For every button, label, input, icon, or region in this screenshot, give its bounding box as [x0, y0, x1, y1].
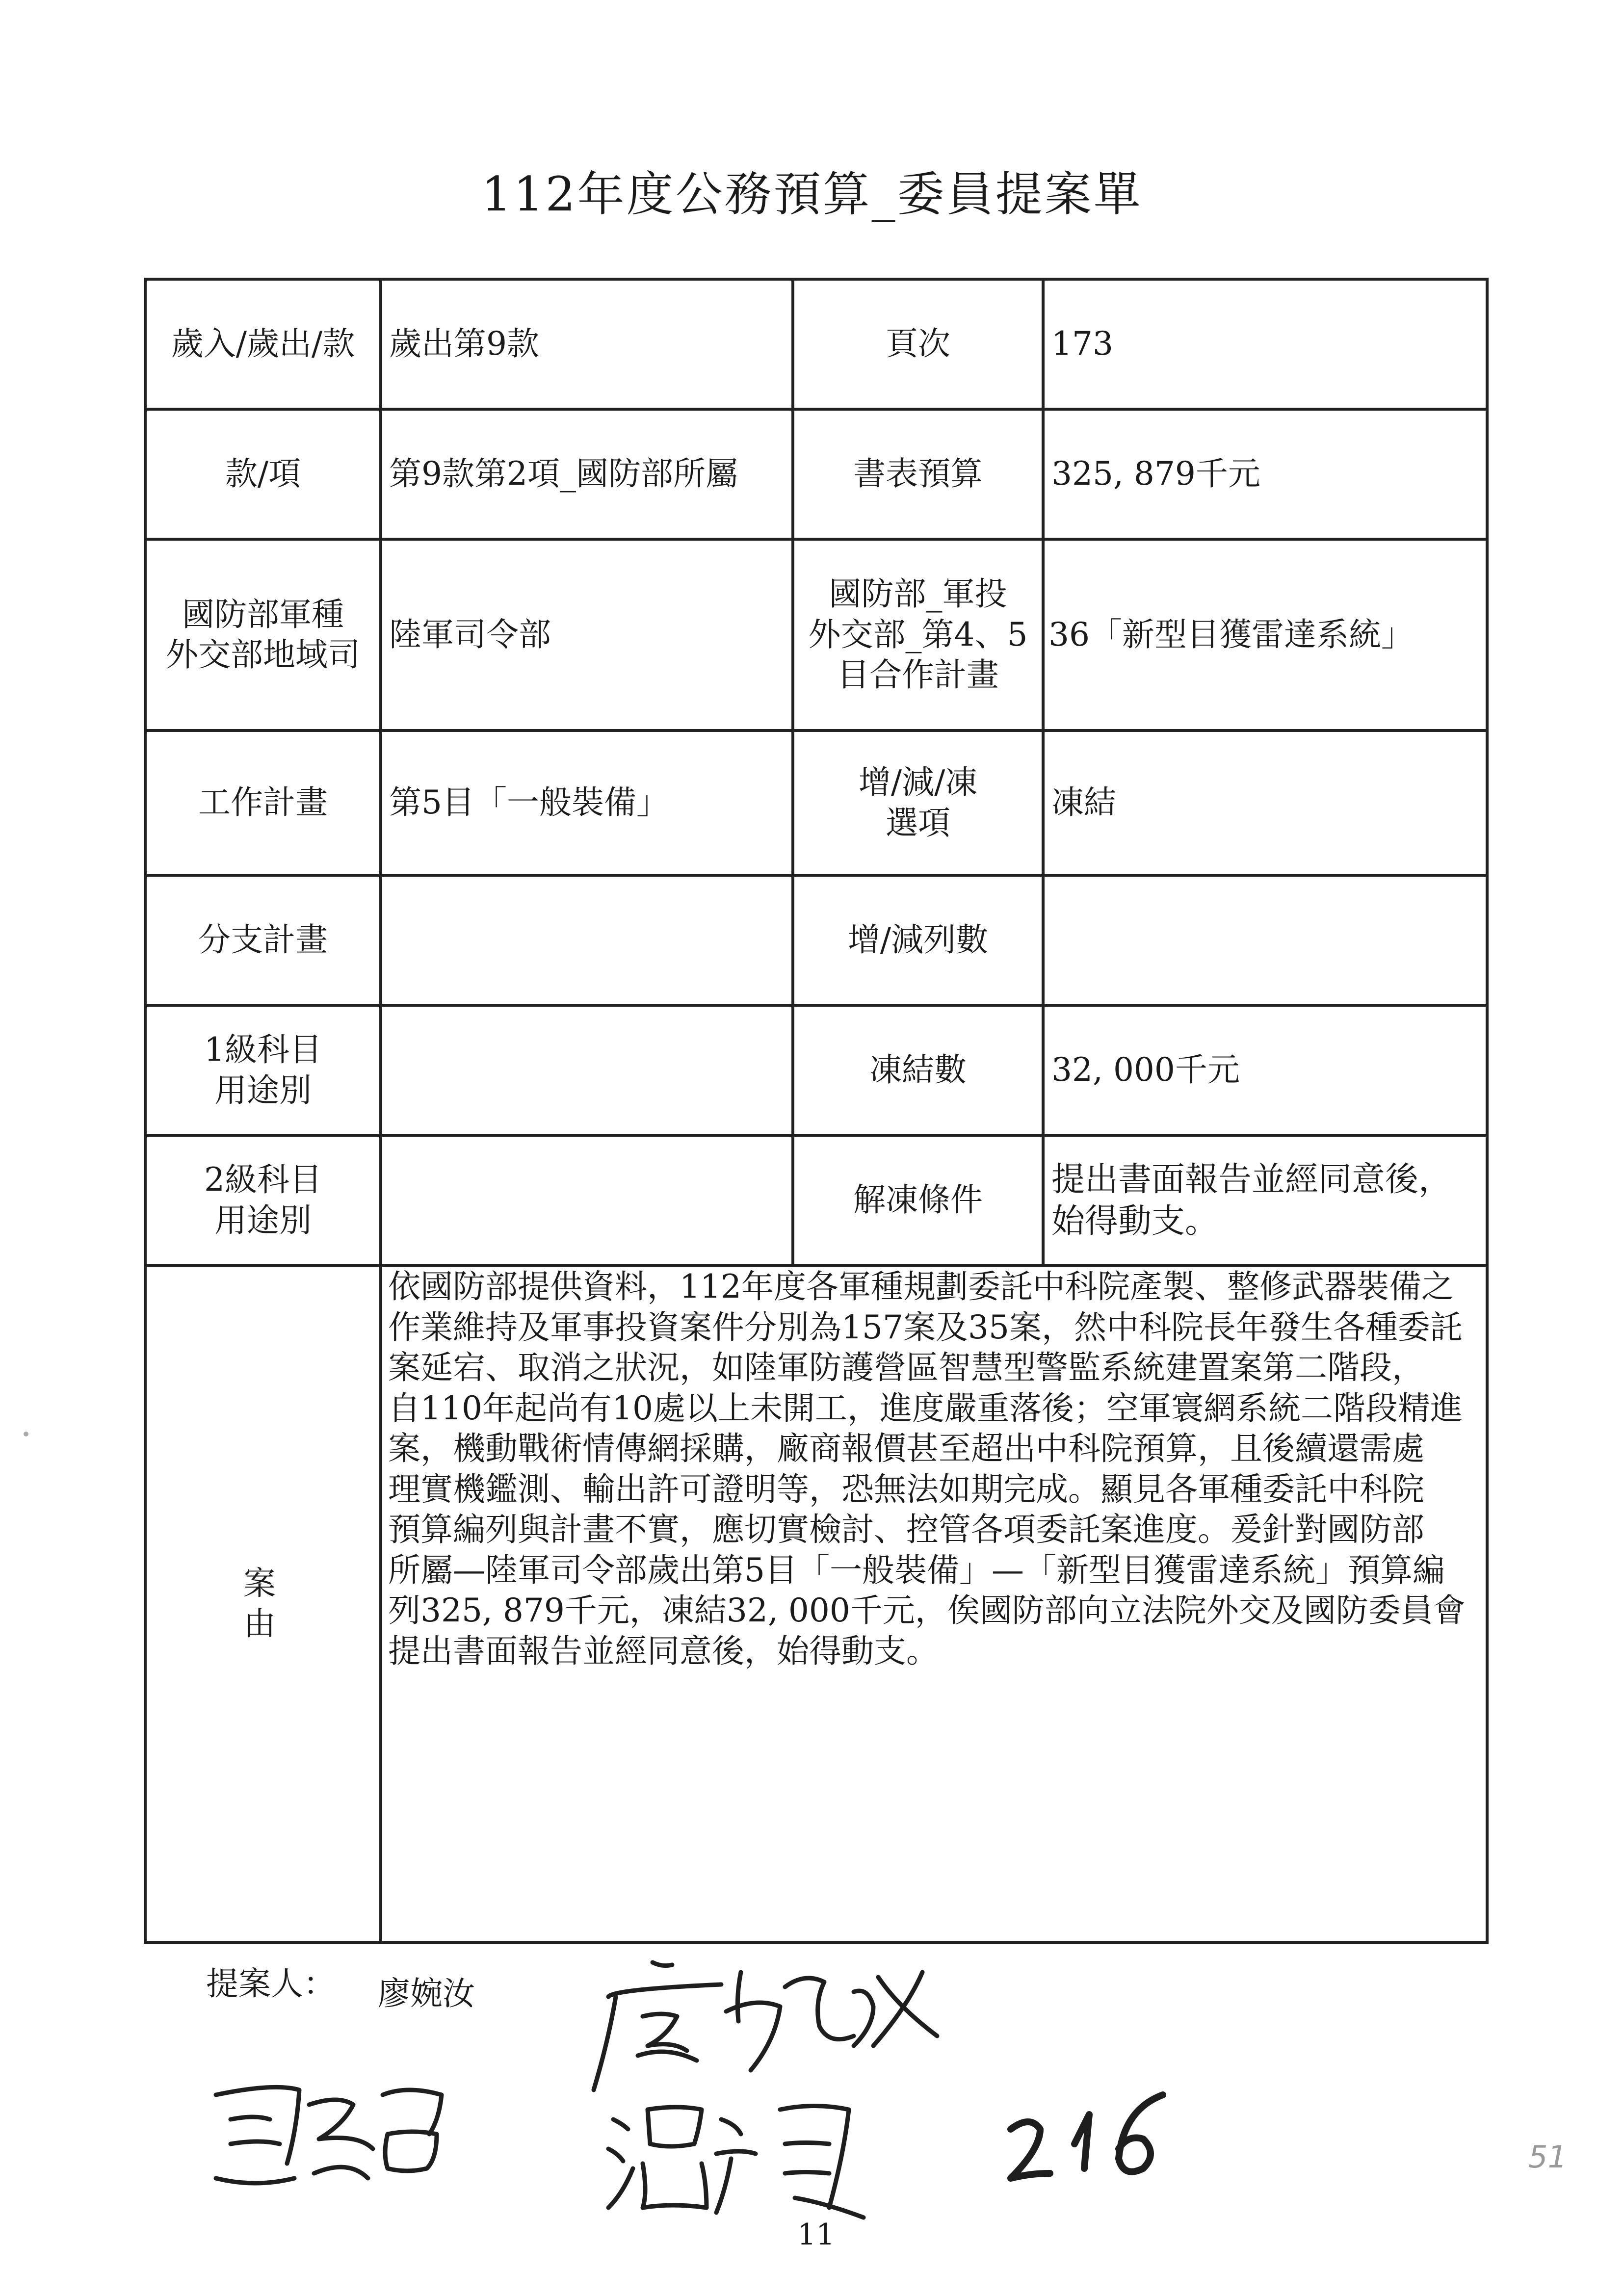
form-row-section-item [145, 409, 1487, 539]
value-statement-budget: 325, 879千元 [1043, 409, 1487, 539]
value-adjustment-amount [1043, 875, 1487, 1005]
label-section-item: 款/項 [145, 409, 381, 539]
label-work-plan: 工作計畫 [145, 731, 381, 875]
reason-line: 作業維持及軍事投資案件分別為157案及35案，然中科院長年發生各種委託 [388, 1308, 1463, 1346]
proposer-name: 廖婉汝 [378, 1975, 475, 2012]
label-adjustment-amount: 增/減列數 [793, 875, 1043, 1005]
reason-line: 案延宕、取消之狀況，如陸軍防護營區智慧型警監系統建置案第二階段， [388, 1349, 1424, 1386]
handwritten-signature-liao [579, 1943, 962, 2105]
proposal-form-table [144, 278, 1489, 1944]
form-row-work-plan [145, 731, 1487, 875]
form-row-reason [145, 1265, 1487, 1942]
value-level1-subject [381, 1005, 793, 1135]
value-page: 173 [1043, 279, 1487, 409]
reason-line: 自110年起尚有10處以上未開工，進度嚴重落後；空軍寰網系統二階段精進 [388, 1389, 1463, 1427]
reason-line: 列325, 879千元，凍結32, 000千元，俟國防部向立法院外交及國防委員會 [388, 1592, 1466, 1629]
reason-text [381, 1265, 1487, 1942]
form-row-level1-subject [145, 1005, 1487, 1135]
handwritten-signature-ma [196, 2065, 471, 2203]
form-row-revenue-expenditure [145, 279, 1487, 409]
label-statement-budget: 書表預算 [793, 409, 1043, 539]
label-revenue-expenditure: 歲入/歲出/款 [145, 279, 381, 409]
reason-line: 提出書面報告並經同意後，始得動支。 [388, 1632, 939, 1670]
value-section-item: 第9款第2項_國防部所屬 [381, 409, 793, 539]
reason-line: 案，機動戰術情傳網採購，廠商報價甚至超出中科院預算，且後續還需處 [388, 1430, 1424, 1467]
label-military-investment: 國防部_軍投 外交部_第4、5 目合作計畫 [793, 539, 1043, 731]
label-page: 頁次 [793, 279, 1043, 409]
label-frozen-amount: 凍結數 [793, 1005, 1043, 1135]
label-sub-plan: 分支計畫 [145, 875, 381, 1005]
label-level1-subject: 1級科目 用途別 [145, 1005, 381, 1135]
proposer-label: 提案人： [206, 1965, 336, 2003]
value-frozen-amount: 32, 000千元 [1043, 1005, 1487, 1135]
value-level2-subject [381, 1135, 793, 1265]
value-military-branch: 陸軍司令部 [381, 539, 793, 731]
handwritten-signature-wen [599, 2090, 883, 2222]
reason-line: 所屬—陸軍司令部歲出第5目「一般裝備」—「新型目獲雷達系統」預算編 [388, 1551, 1445, 1589]
scan-speck [24, 1432, 28, 1436]
value-work-plan: 第5目「一般裝備」 [381, 731, 793, 875]
value-adjustment-option: 凍結 [1043, 731, 1487, 875]
form-row-branch [145, 539, 1487, 731]
reason-line: 依國防部提供資料，112年度各軍種規劃委託中科院產製、整修武器裝備之 [388, 1268, 1454, 1305]
handwritten-number-216 [1001, 2080, 1178, 2193]
label-unfreeze-condition: 解凍條件 [793, 1135, 1043, 1265]
reason-line: 理實機鑑測、輸出許可證明等，恐無法如期完成。顯見各軍種委託中科院 [388, 1470, 1424, 1508]
margin-number: 51 [1528, 2139, 1567, 2175]
form-row-level2-subject [145, 1135, 1487, 1265]
value-military-investment: 36「新型目獲雷達系統」 [1043, 539, 1487, 731]
reason-line: 預算編列與計畫不實，應切實檢討、控管各項委託案進度。爰針對國防部 [388, 1511, 1424, 1548]
form-row-sub-plan [145, 875, 1487, 1005]
page-number: 11 [797, 2218, 835, 2252]
value-sub-plan [381, 875, 793, 1005]
document-title: 112年度公務預算_委員提案單 [481, 167, 1143, 222]
label-military-branch: 國防部軍種 外交部地域司 [145, 539, 381, 731]
label-level2-subject: 2級科目 用途別 [145, 1135, 381, 1265]
label-reason: 案由 [145, 1265, 381, 1942]
value-revenue-expenditure: 歲出第9款 [381, 279, 793, 409]
value-unfreeze-condition: 提出書面報告並經同意後， 始得動支。 [1043, 1135, 1487, 1265]
label-adjustment-option: 增/減/凍 選項 [793, 731, 1043, 875]
